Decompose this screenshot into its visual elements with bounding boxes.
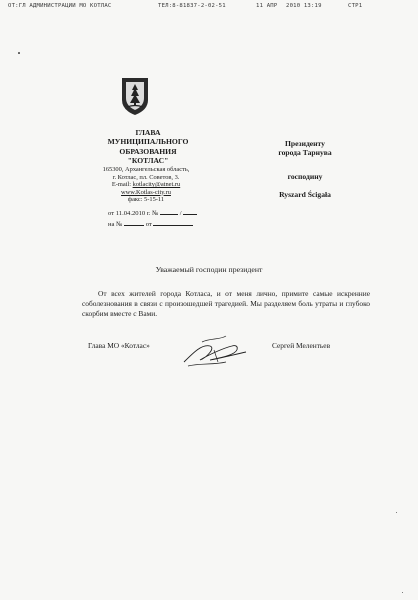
website-link[interactable]: www.Kotlas-city.ru [121, 188, 171, 196]
scan-speck [18, 52, 20, 54]
sender-title-line: МУНИЦИПАЛЬНОГО [107, 137, 189, 147]
incoming-reference [108, 221, 193, 228]
greeting: Уважаемый господин президент [155, 265, 263, 274]
fax-number-line: факс: 5-15-11 [127, 196, 165, 204]
signer-name: Сергей Мелентьев [272, 341, 331, 350]
signer-position: Глава МО «Котлас» [88, 341, 150, 350]
ref-number-blank [124, 225, 144, 226]
fax-number: ТЕЛ:8-81837-2-02-51 [158, 3, 226, 9]
date-prefix: от [108, 210, 115, 217]
fax-date: 11 АПР [256, 3, 278, 9]
outgoing-reference: от 11.04.2010 г. № / [108, 210, 197, 217]
sender-address [82, 166, 210, 204]
sender-title-line: ГЛАВА [135, 128, 161, 137]
ref-from-label: от [145, 221, 152, 228]
fax-sender: ОТ:ГЛ АДМИНИСТРАЦИИ МО КОТЛАС [8, 3, 112, 9]
ref-number-label: на № [108, 221, 123, 228]
recipient-city: города Тарнува [278, 148, 332, 158]
sender-title [96, 128, 200, 166]
number-label: г. № [146, 210, 159, 217]
sender-title-line: ОБРАЗОВАНИЯ [119, 146, 177, 156]
coat-of-arms-icon [120, 76, 150, 116]
handwritten-signature [180, 332, 250, 372]
letter-body [82, 289, 370, 320]
scan-speck [396, 512, 397, 513]
fax-time: 2010 13:19 [286, 3, 322, 9]
scan-speck [402, 592, 403, 593]
recipient-block [262, 139, 348, 200]
sender-title-line: "КОТЛАС" [127, 156, 169, 166]
number-blank [183, 214, 197, 215]
email-line [82, 181, 210, 189]
fax-page: СТР1 [348, 3, 363, 9]
number-blank [160, 214, 178, 215]
address-line: г. Котлас, пл. Советов, 3. [112, 173, 180, 181]
letter-date: 11.04.2010 [115, 210, 146, 217]
body-paragraph: От всех жителей города Котласа, и от меня лично, примите самые искренние соболезнования в связи с произошедшей трагедией. Мы разделяем боль утраты и глубоко скорбим вместе с Вами. [82, 289, 370, 319]
email-link[interactable]: kotlacity@atnet.ru [132, 181, 181, 189]
recipient-title: Президенту [285, 139, 325, 148]
address-line: 165300, Архангельская область, [102, 166, 190, 173]
email-label: E-mail: [111, 181, 131, 189]
ref-date-blank [153, 225, 193, 226]
recipient-salutation: господину [287, 171, 323, 181]
recipient-name: Ryszard Ścigała [279, 190, 331, 200]
